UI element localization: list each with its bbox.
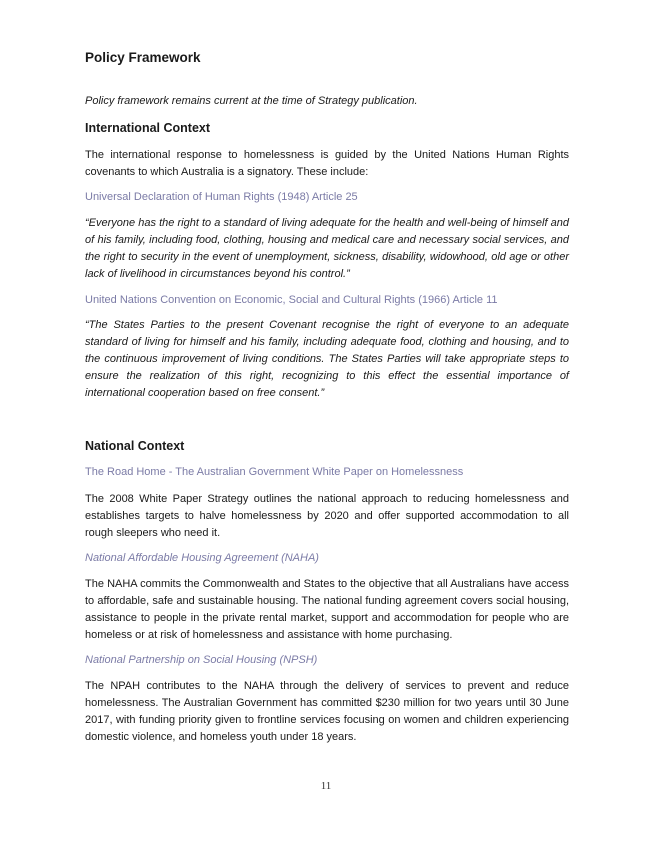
npsh-link[interactable]: National Partnership on Social Housing (NPSH) [85, 654, 318, 666]
road-home-link[interactable]: The Road Home - The Australian Government White Paper on Homelessness [85, 466, 464, 478]
naha-link[interactable]: National Affordable Housing Agreement (NAHA) [85, 552, 319, 564]
national-heading: National Context [85, 439, 185, 453]
icescr-link[interactable]: United Nations Convention on Economic, Social and Cultural Rights (1966) Article 11 [85, 294, 498, 306]
npsh-text: The NPAH contributes to the NAHA through the delivery of services to prevent and reduce homelessness. The Australian Government has committed $230 million for two years until 30 June 2017, with funding priority given to frontline services focusing on women and children experiencing domestic violence, and homeless youth under 18 years. [85, 680, 569, 743]
naha-text: The NAHA commits the Commonwealth and States to the objective that all Australians have access to affordable, safe and sustainable housing. The national funding agreement covers social housing, assistance to people in the private rental market, support and accommodation for people who are homeless or at risk of homelessness and assistance with home purchasing. [85, 578, 569, 641]
udhr-link[interactable]: Universal Declaration of Human Rights (1948) Article 25 [85, 191, 358, 203]
international-heading: International Context [85, 121, 211, 135]
document-page [85, 44, 569, 746]
international-intro: The international response to homelessness is guided by the United Nations Human Rights covenants to which Australia is a signatory. These include: [85, 149, 569, 178]
page-number: 11 [320, 780, 332, 792]
road-home-text: The 2008 White Paper Strategy outlines the national approach to reducing homelessness and establishes targets to halve homelessness by 2020 and offer supported accommodation to all rough sleepers who need it. [85, 493, 569, 539]
udhr-quote: “Everyone has the right to a standard of living adequate for the health and well-being of himself and of his family, including food, clothing, housing and medical care and necessary social services, and the right to security in the event of unemployment, sickness, disability, widowhood, old age or other lack of livelihood in circumstances beyond his control.” [85, 217, 569, 280]
icescr-quote: “The States Parties to the present Covenant recognise the right of everyone to an adequate standard of living for himself and his family, including adequate food, clothing and housing, and to the continuous improvement of living conditions. The States Parties will take appropriate steps to ensure the realization of this right, recognizing to this effect the essential importance of international cooperation based on free consent.” [85, 319, 569, 399]
currency-note: Policy framework remains current at the time of Strategy publication. [85, 95, 418, 107]
page-title: Policy Framework [85, 50, 201, 65]
